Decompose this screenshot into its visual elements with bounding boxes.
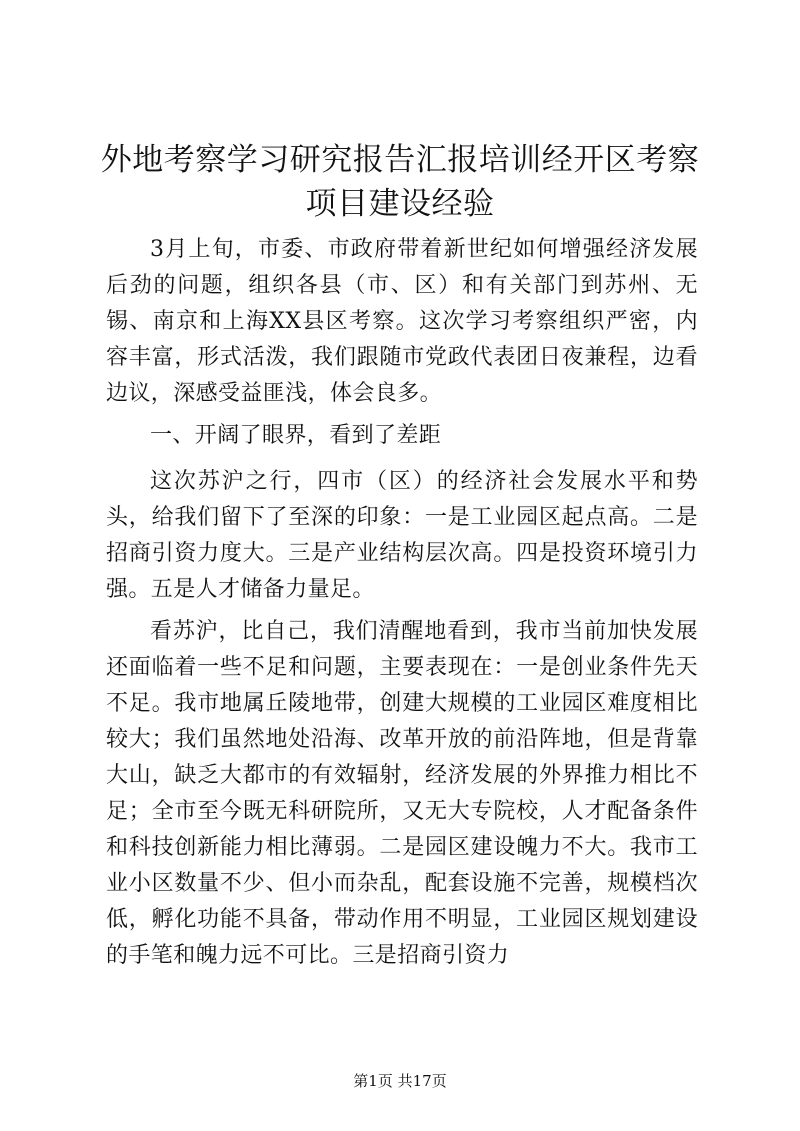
page-footer: 第1页 共17页 <box>353 1072 447 1090</box>
section-heading: 一、开阔了眼界，看到了差距 <box>150 423 442 448</box>
document-title: 外地考察学习研究报告汇报培训经开区考察项目建设经验 <box>100 142 700 222</box>
paragraph-intro: 3月上旬，市委、市政府带着新世纪如何增强经济发展后劲的问题，组织各县（市、区）和有关部门到苏州、无锡、南京和上海XX县区考察。这次学习考察组织严密，内容丰富，形式活泼，我们跟随市党政代表团日夜兼程，边看边议，深感受益匪浅，体会良多。 <box>106 237 698 406</box>
paragraph-impressions: 这次苏沪之行，四市（区）的经济社会发展水平和势头，给我们留下了至深的印象：一是工业园区起点高。二是招商引资力度大。三是产业结构层次高。四是投资环境引力强。五是人才储备力量足。 <box>106 469 698 602</box>
document-body <box>106 232 698 980</box>
paragraph-shortcomings: 看苏沪，比自己，我们清醒地看到，我市当前加快发展还面临着一些不足和问题，主要表现在：一是创业条件先天不足。我市地属丘陵地带，创建大规模的工业园区难度相比较大；我们虽然地处沿海、改革开放的前沿阵地，但是背靠大山，缺乏大都市的有效辐射，经济发展的外界推力相比不足；全市至今既无科研院所，又无大专院校，人才配备条件和科技创新能力相比薄弱。二是园区建设魄力不大。我市工业小区数量不少、但小而杂乱，配套设施不完善，规模档次低，孵化功能不具备，带动作用不明显，工业园区规划建设的手笔和魄力远不可比。三是招商引资力 <box>106 619 698 968</box>
